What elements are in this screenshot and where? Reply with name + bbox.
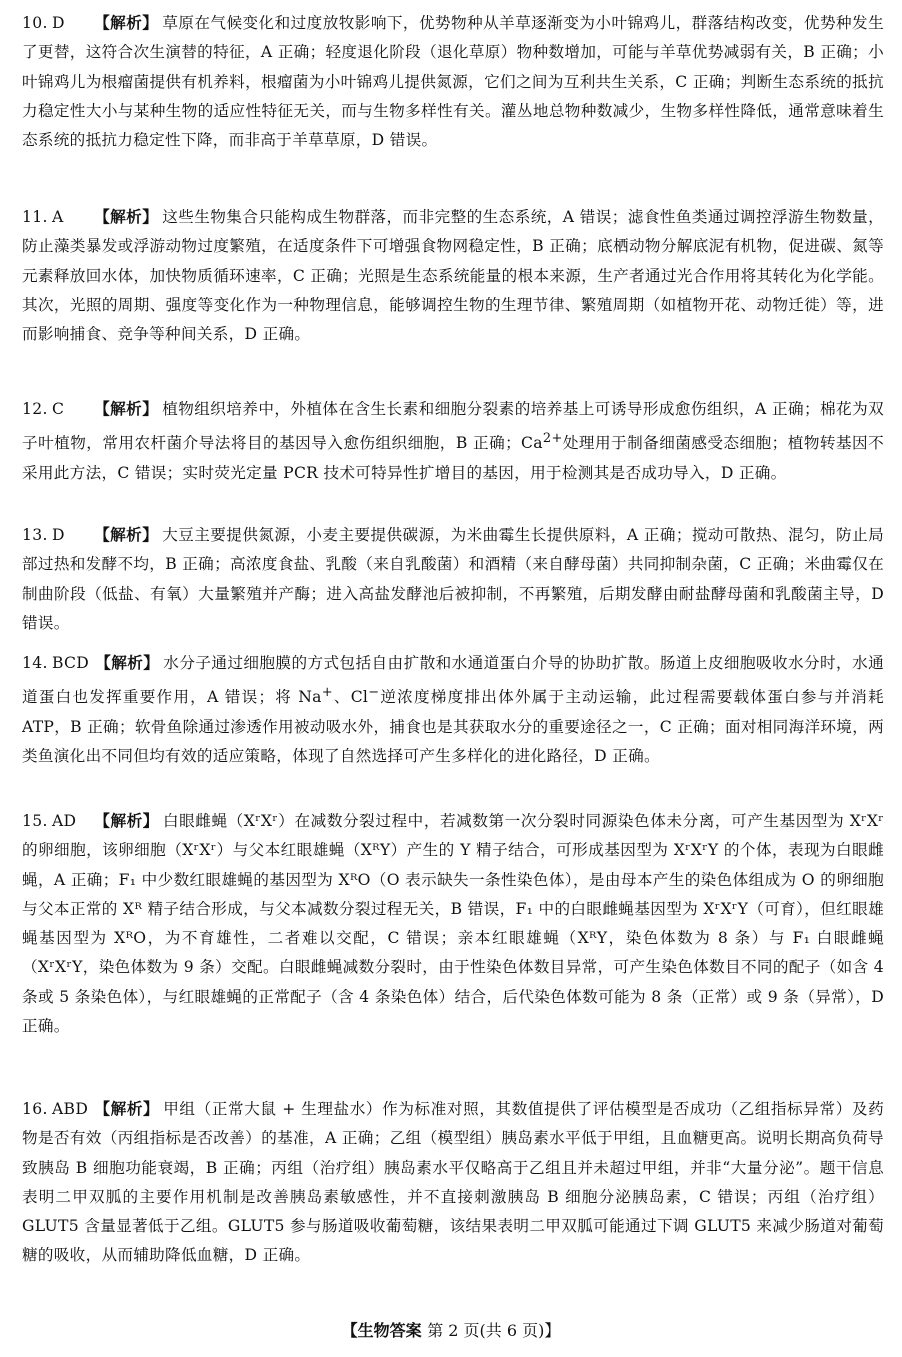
analysis-tag: 【解析】	[94, 207, 159, 226]
page-footer	[0, 1318, 902, 1341]
answer-key: D	[52, 526, 65, 544]
question-number: 13.	[22, 526, 48, 544]
question-number: 10.	[22, 14, 48, 32]
analysis-text: 甲组（正常大鼠 + 生理盐水）作为标准对照，其数值提供了评估模型是否成功（乙组指标异常）及药物是否有效（丙组指标是否改善）的基准，A 正确；乙组（模型组）胰岛素水平低于甲组，且血糖更高。说明长期高负荷导致胰岛 B 细胞功能衰竭，B 正确；丙组（治疗组）胰岛素水平仅略高于乙组且并未超过甲组，并非“大量分泌”。题干信息表明二甲双胍的主要作用机制是改善胰岛素敏感性，并不直接刺激胰岛 B 细胞分泌胰岛素，C 错误；丙组（治疗组）GLUT5 含量显著低于乙组。GLUT5 参与肠道吸收葡萄糖，该结果表明二甲双胍可能通过下调 GLUT5 来减少肠道对葡萄糖的吸收，从而辅助降低血糖，D 正确。	[22, 1100, 885, 1265]
answer-key: BCD	[52, 654, 90, 672]
answer-item-12	[22, 394, 884, 488]
analysis-text: 大豆主要提供氮源，小麦主要提供碳源，为米曲霉生长提供原料，A 正确；搅动可散热、混匀，防止局部过热和发酵不均，B 正确；高浓度食盐、乳酸（来自乳酸菌）和酒精（来自酵母菌）共同抑制杂菌，C 正确；米曲霉仅在制曲阶段（低盐、有氧）大量繁殖并产酶；进入高盐发酵池后被抑制，不再繁殖，后期发酵由耐盐酵母菌和乳酸菌主导，D 错误。	[22, 526, 884, 632]
analysis-tag: 【解析】	[94, 13, 159, 32]
superscript: +	[321, 685, 333, 701]
analysis-tag: 【解析】	[94, 399, 159, 418]
answer-item-10	[22, 8, 884, 155]
analysis-text: 这些生物集合只能构成生物群落，而非完整的生态系统，A 错误；滤食性鱼类通过调控浮游生物数量，防止藻类暴发或浮游动物过度繁殖，在适度条件下可增强食物网稳定性，B 正确；底栖动物分解底泥有机物，促进碳、氮等元素释放回水体，加快物质循环速率，C 正确；光照是生态系统能量的根本来源，生产者通过光合作用将其转化为化学能。其次，光照的周期、强度等变化作为一种物理信息，能够调控生物的生理节律、繁殖周期（如植物开花、动物迁徙）等，进而影响捕食、竞争等种间关系，D 正确。	[22, 208, 884, 344]
analysis-text: 白眼雌蝇（XʳXʳ）在减数分裂过程中，若减数第一次分裂时同源染色体未分离，可产生基因型为 XʳXʳ 的卵细胞，该卵细胞（XʳXʳ）与父本红眼雄蝇（XᴿY）产生的 Y 精子结合，可形成基因型为 XʳXʳY 的个体，表现为白眼雌蝇，A 正确；F₁ 中少数红眼雄蝇的基因型为 XᴿO（O 表示缺失一条性染色体），是由母本产生的染色体组成为 O 的卵细胞与父本正常的 Xᴿ 精子结合形成，与父本减数分裂过程无关，B 错误，F₁ 中的白眼雌蝇基因型为 XʳXʳY（可育），但红眼雄蝇基因型为 XᴿO，为不育雄性，二者难以交配，C 错误；亲本红眼雄蝇（XᴿY，染色体数为 8 条）与 F₁ 白眼雌蝇（XʳXʳY，染色体数为 9 条）交配。白眼雌蝇减数分裂时，由于性染色体数目异常，可产生染色体数目不同的配子（如含 4 条或 5 条染色体），与红眼雄蝇的正常配子（含 4 条染色体）结合，后代染色体数可能为 8 条（正常）或 9 条（异常），D 正确。	[22, 812, 884, 1036]
analysis-text: 逆浓度梯度排出体外属于主动运输，此过程需要载体蛋白参与并消耗 ATP，B 正确；软骨鱼除通过渗透作用被动吸水外，捕食也是其获取水分的重要途径之一，C 正确；面对相同海洋环境，两类鱼演化出不同但均有效的适应策略，体现了自然选择可产生多样化的进化路径，D 正确。	[22, 688, 884, 766]
analysis-text: 草原在气候变化和过度放牧影响下，优势物种从羊草逐渐变为小叶锦鸡儿，群落结构改变，优势种发生了更替，这符合次生演替的特征，A 正确；轻度退化阶段（退化草原）物种数增加，可能与羊草优势减弱有关，B 正确；小叶锦鸡儿为根瘤菌提供有机养料，根瘤菌为小叶锦鸡儿提供氮源，它们之间为互利共生关系，C 正确；判断生态系统的抵抗力稳定性大小与某种生物的适应性特征无关，而与生物多样性有关。灌丛地总物种数减少，生物多样性降低，通常意味着生态系统的抵抗力稳定性下降，而非高于羊草草原，D 错误。	[22, 14, 884, 150]
analysis-tag: 【解析】	[95, 653, 160, 672]
superscript: −	[368, 685, 380, 701]
analysis-tag: 【解析】	[94, 1099, 160, 1118]
answer-key: D	[52, 14, 65, 32]
answer-key: ABD	[52, 1100, 89, 1118]
answer-key: AD	[52, 812, 77, 830]
answer-item-14	[22, 648, 884, 771]
footer-page-number: 第 2 页(共 6 页)】	[427, 1321, 561, 1340]
question-number: 14.	[22, 654, 48, 672]
analysis-tag: 【解析】	[94, 525, 159, 544]
analysis-text: 水分子通过细胞膜的方式包括自由扩散和水通道蛋白介导的协助扩散。肠道上皮细胞吸收水分时，水通道蛋白也发挥重要作用，A 错误；将 Na	[22, 654, 884, 707]
footer-subject: 【生物答案	[341, 1321, 422, 1340]
answer-item-11	[22, 202, 884, 349]
question-number: 12.	[22, 400, 48, 418]
answer-item-13	[22, 520, 884, 638]
analysis-text: 植物组织培养中，外植体在含生长素和细胞分裂素的培养基上可诱导形成愈伤组织，A 正确；棉花为双子叶植物，常用农杆菌介导法将目的基因导入愈伤组织细胞，B 正确；Ca	[22, 400, 884, 453]
answer-item-16	[22, 1094, 884, 1271]
analysis-tag: 【解析】	[94, 811, 159, 830]
superscript: 2+	[542, 431, 563, 447]
answer-key: C	[52, 400, 65, 418]
analysis-text: 、Cl	[332, 688, 369, 707]
question-number: 16.	[22, 1100, 48, 1118]
analysis-text: 处理用于制备细菌感受态细胞；植物转基因不采用此方法，C 错误；实时荧光定量 PCR 技术可特异性扩增目的基因，用于检测其是否成功导入，D 正确。	[22, 434, 884, 482]
answer-item-15	[22, 806, 884, 1041]
question-number: 11.	[22, 208, 48, 226]
question-number: 15.	[22, 812, 48, 830]
answer-key: A	[52, 208, 64, 226]
